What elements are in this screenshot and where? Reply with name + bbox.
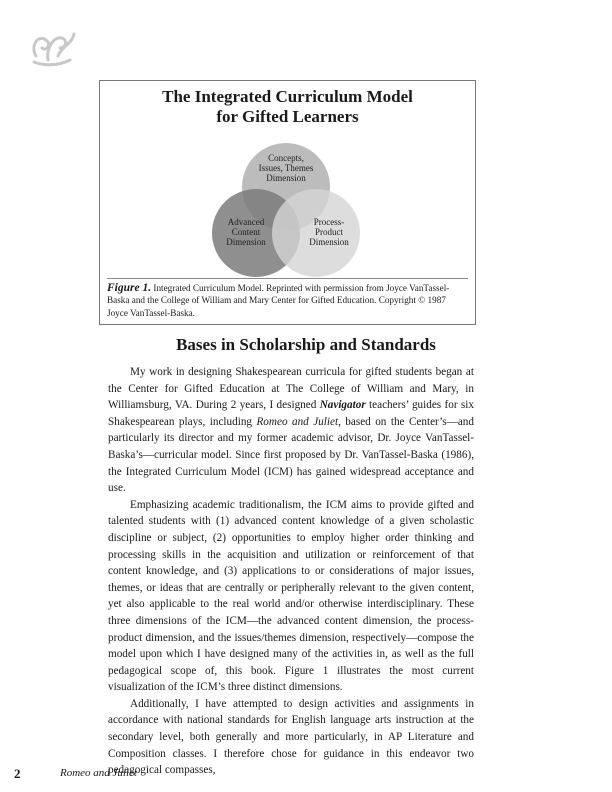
figure-title-line-1: The Integrated Curriculum Model bbox=[162, 87, 413, 106]
page-number: 2 bbox=[14, 766, 21, 781]
text-run: Romeo and Juliet bbox=[256, 415, 339, 428]
running-footer-title: Romeo and Juliet bbox=[60, 767, 137, 779]
text-run: Additionally, I have attempted to design activities and assignments in accordance with national standards for English language arts instruction at the secondary level, both generally and more particularly, in AP Literature and Composition classes. I therefore chose for guidance in this endeavor two pedagogical compasses, bbox=[108, 697, 474, 777]
figure-panel bbox=[99, 80, 476, 325]
label-top-2: Issues, Themes bbox=[258, 163, 314, 173]
label-left-1: Advanced bbox=[227, 217, 265, 227]
label-right-3: Dimension bbox=[309, 237, 349, 247]
caption-label: Figure 1. bbox=[107, 282, 152, 294]
label-right-1: Process- bbox=[313, 217, 345, 227]
label-top-1: Concepts, bbox=[268, 153, 304, 163]
figure-caption bbox=[107, 278, 468, 319]
text-run: Navigator bbox=[319, 399, 366, 412]
section-heading: Bases in Scholarship and Standards bbox=[176, 335, 436, 354]
text-run: , based on the Center’s—and particularly its director and my former academic advisor, Dr. Joyce VanTassel-Baska’s—curricular model. Since first proposed by Dr. VanTassel-Baska (1986), the Integrated Curriculum Model (ICM) has gained widespread acceptance and use. bbox=[108, 415, 474, 495]
label-left-3: Dimension bbox=[226, 237, 266, 247]
label-right-2: Product bbox=[315, 227, 343, 237]
body-paragraph bbox=[108, 497, 474, 696]
body-paragraph bbox=[108, 696, 474, 779]
label-top-3: Dimension bbox=[266, 173, 306, 183]
label-left-2: Content bbox=[231, 227, 261, 237]
text-run: My work in designing Shakespearean curricula for gifted students began at the Center for Gifted Education at The College of William and Mary, in Williamsburg, VA. During 2 years, I designed bbox=[108, 366, 474, 412]
decorative-ornament-icon bbox=[28, 26, 78, 68]
text-run: teachers’ guides for six Shakespearean plays, including bbox=[108, 399, 474, 428]
body-paragraph bbox=[108, 364, 474, 497]
text-run: Emphasizing academic traditionalism, the ICM aims to provide gifted and talented students with (1) advanced content knowledge of a given scholastic discipline or subject, (2) opportunities to employ higher order thinking and processing skills in the acquisition and utilization or reinforcement of that content knowledge, and (3) applications to or considerations of major issues, themes, or ideas that are centrally or peripherally relevant to the given content, yet also applicable to the real world and/or otherwise interdisciplinary. These three dimensions of the ICM—the advanced content dimension, the process-product dimension, and the issues/themes dimension, respectively—compose the model upon which I have designed many of the activities in, as well as the full pedagogical scope of, this book. Figure 1 illustrates the most current visualization of the ICM’s three distinct dimensions. bbox=[108, 498, 474, 694]
body-text bbox=[108, 364, 474, 779]
caption-text: Integrated Curriculum Model. Reprinted with permission from Joyce VanTassel-Baska and the College of William and Mary Center for Gifted Education. Copyright © 1987 Joyce VanTassel-Baska. bbox=[107, 283, 450, 318]
figure-title-line-2: for Gifted Learners bbox=[216, 107, 359, 126]
